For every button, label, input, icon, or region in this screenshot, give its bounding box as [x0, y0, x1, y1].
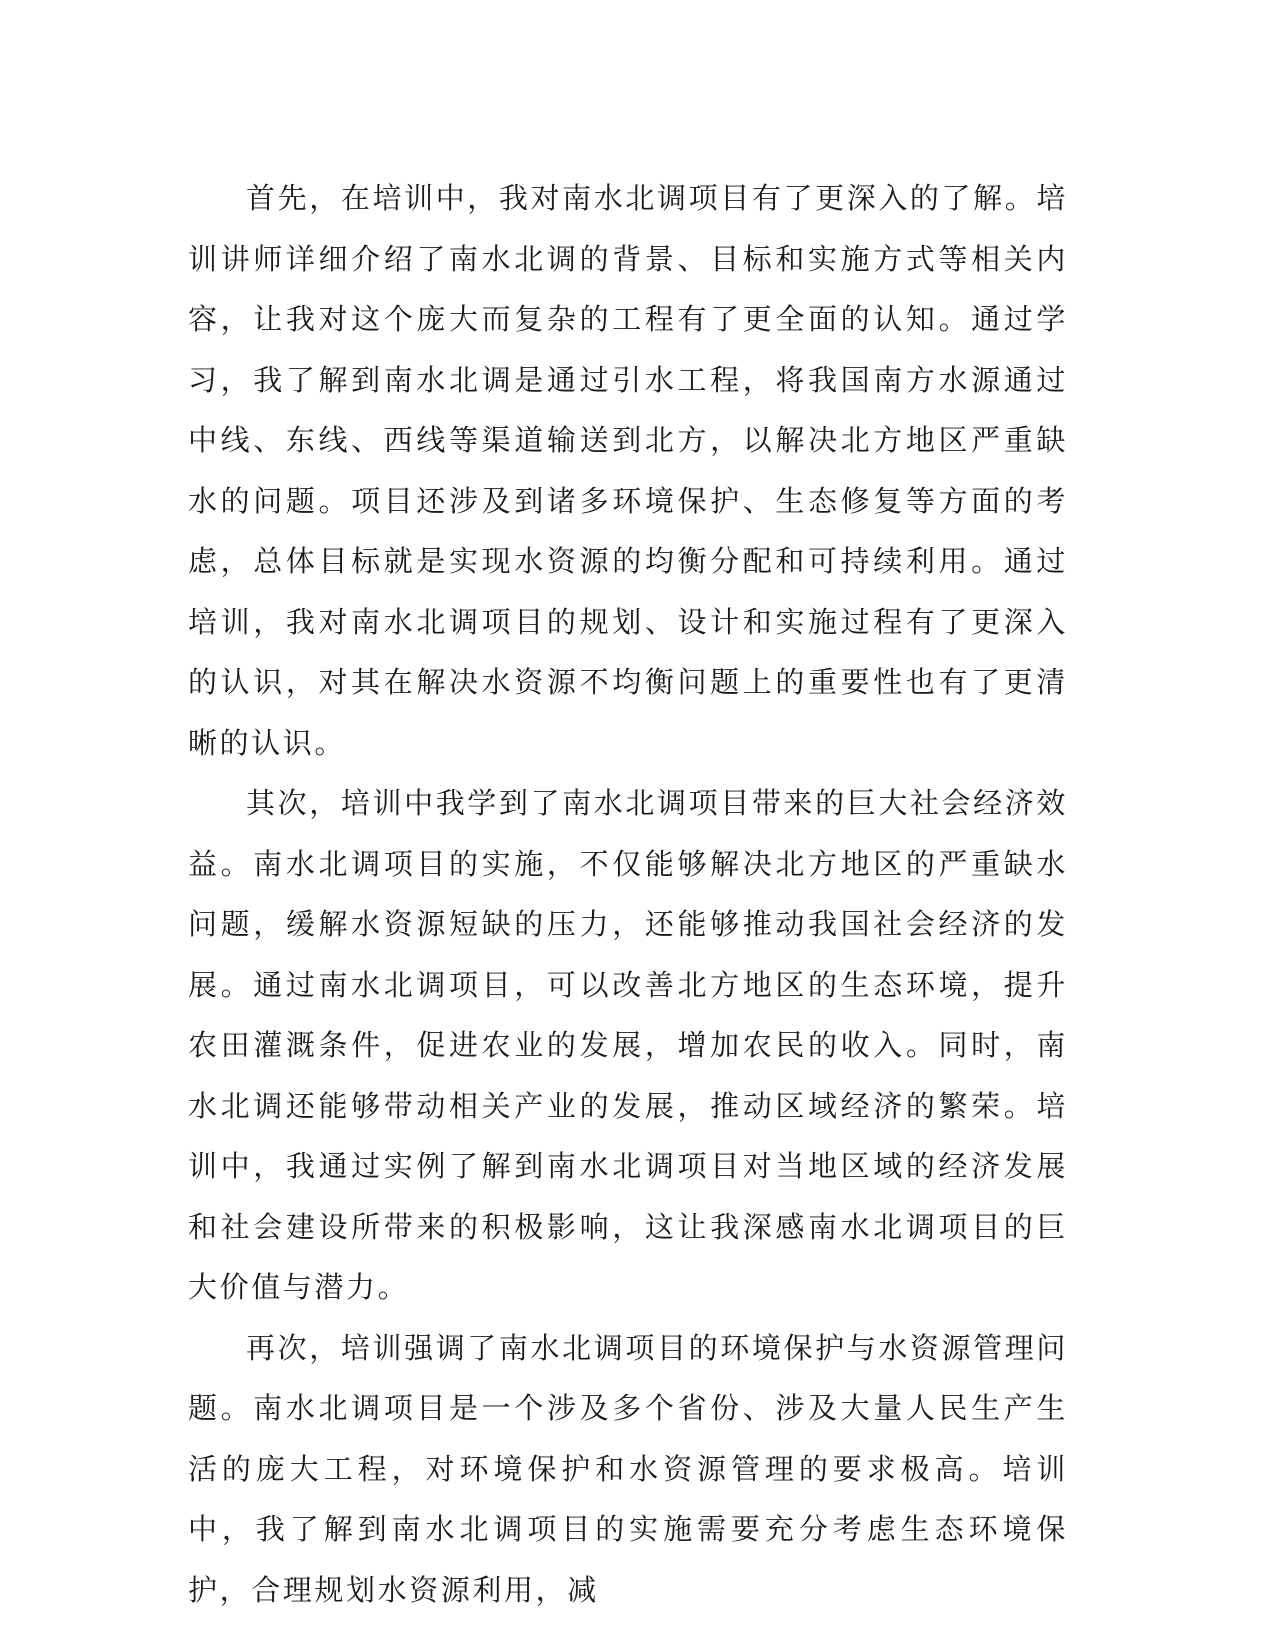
- paragraph-3: 再次，培训强调了南水北调项目的环境保护与水资源管理问题。南水北调项目是一个涉及多个省份、涉及大量人民生产生活的庞大工程，对环境保护和水资源管理的要求极高。培训中，我了解到南水北调项目的实施需要充分考虑生态环境保护，合理规划水资源利用，减: [188, 1330, 1068, 1607]
- body-text: [188, 168, 1068, 1620]
- paragraph-1: 首先，在培训中，我对南水北调项目有了更深入的了解。培训讲师详细介绍了南水北调的背景、目标和实施方式等相关内容，让我对这个庞大而复杂的工程有了更全面的认知。通过学习，我了解到南水北调是通过引水工程，将我国南方水源通过中线、东线、西线等渠道输送到北方，以解决北方地区严重缺水的问题。项目还涉及到诸多环境保护、生态修复等方面的考虑，总体目标就是实现水资源的均衡分配和可持续利用。通过培训，我对南水北调项目的规划、设计和实施过程有了更深入的认识，对其在解决水资源不均衡问题上的重要性也有了更清晰的认识。: [188, 181, 1068, 760]
- paragraph-2: 其次，培训中我学到了南水北调项目带来的巨大社会经济效益。南水北调项目的实施，不仅能够解决北方地区的严重缺水问题，缓解水资源短缺的压力，还能够推动我国社会经济的发展。通过南水北调项目，可以改善北方地区的生态环境，提升农田灌溉条件，促进农业的发展，增加农民的收入。同时，南水北调还能够带动相关产业的发展，推动区域经济的繁荣。培训中，我通过实例了解到南水北调项目对当地区域的经济发展和社会建设所带来的积极影响，这让我深感南水北调项目的巨大价值与潜力。: [188, 786, 1068, 1304]
